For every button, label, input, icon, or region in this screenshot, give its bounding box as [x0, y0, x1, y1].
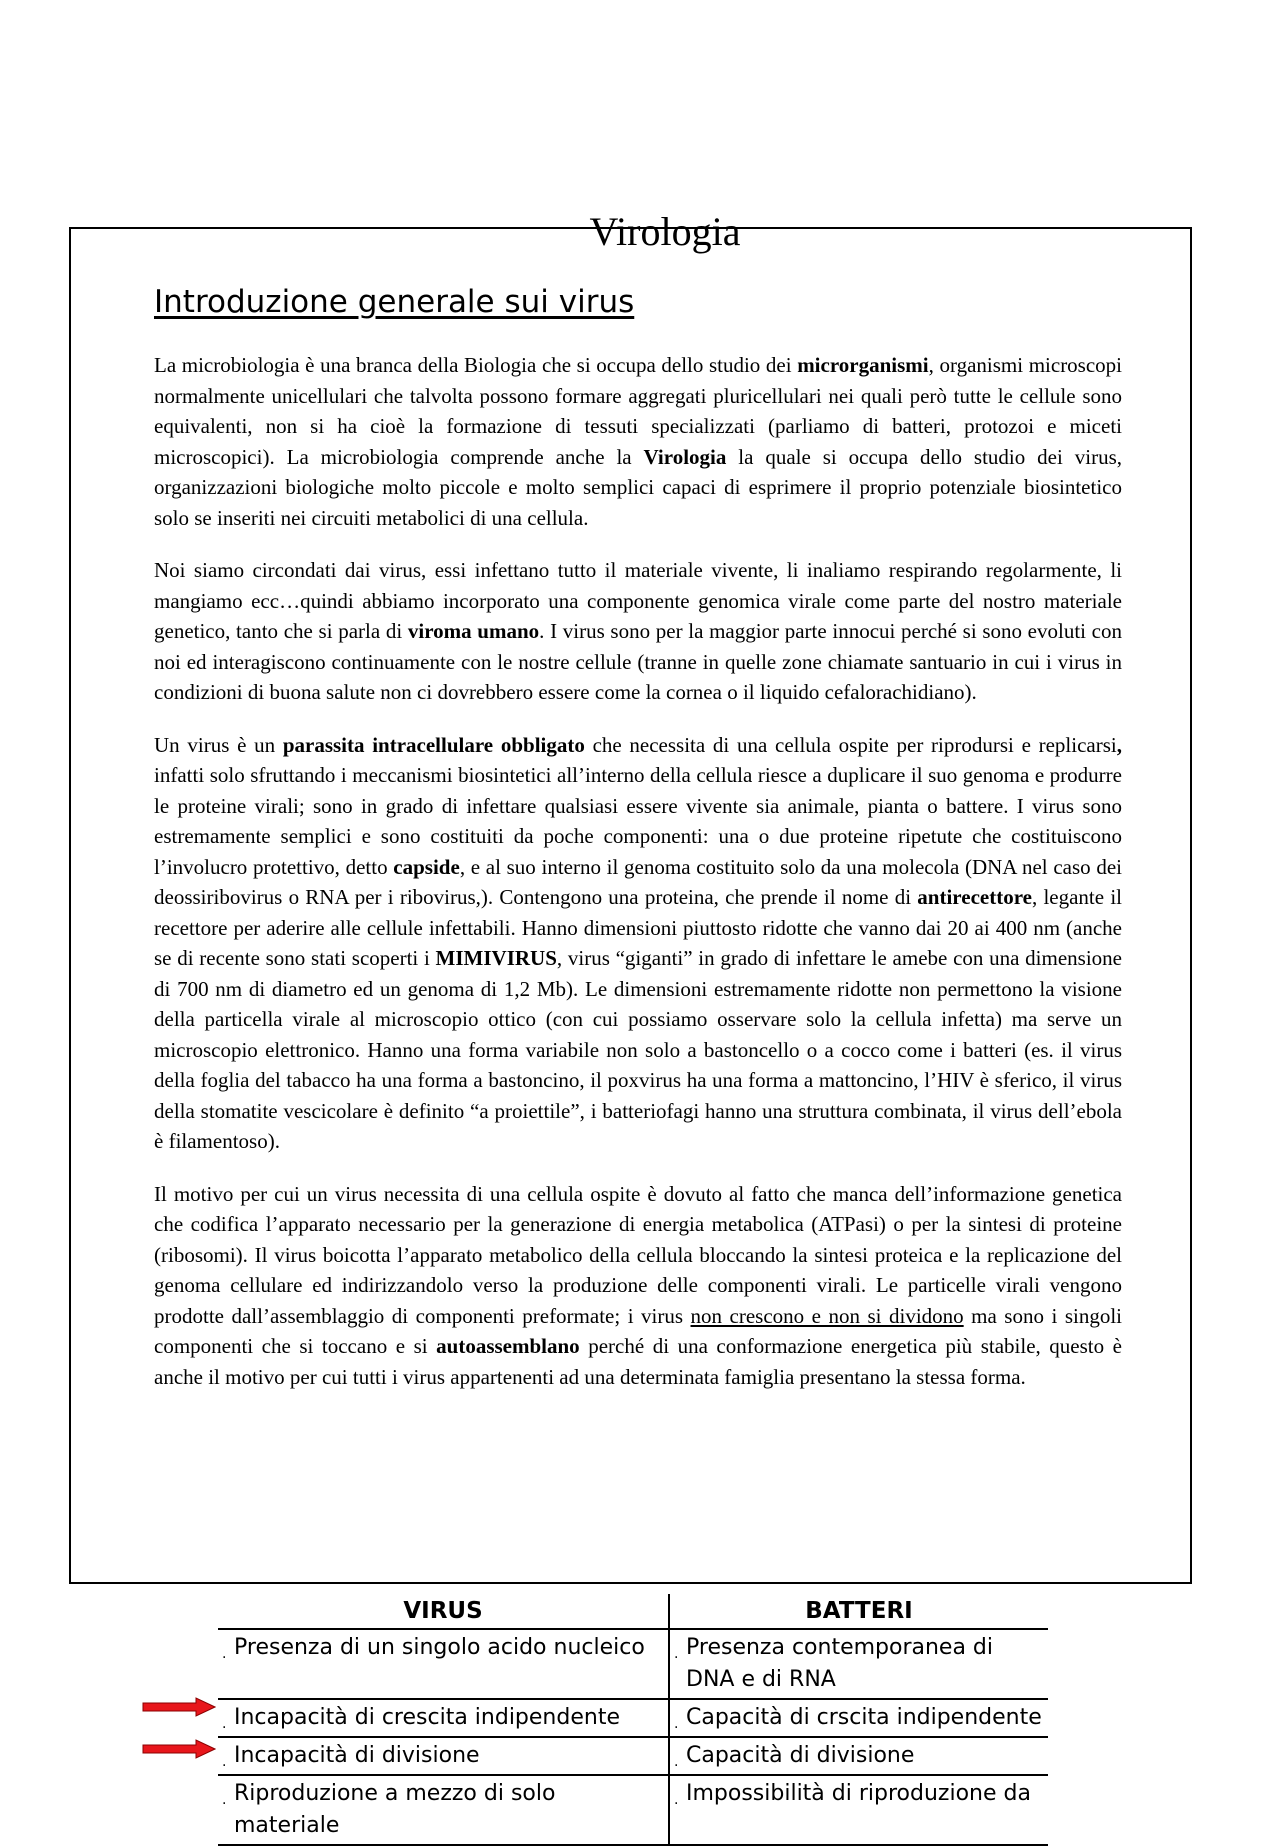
comparison-table	[218, 1594, 1048, 1846]
table-cell: . Incapacità di divisione	[218, 1737, 669, 1775]
text-run: che necessita di una cellula ospite per riprodursi e replicarsi	[584, 732, 1117, 757]
text-run: Il motivo per cui un virus necessita di una cellula ospite è dovuto al fatto che manca dell’informazione genetica che codifica l’apparato necessario per la generazione di energia metabolica (ATPasi) o per la sintesi di proteine (ribosomi). Il virus boicotta l’apparato metabolico della cellula bloccando la sintesi proteica e la replicazione del genoma cellulare ed indirizzandolo verso la produzione delle componenti virali. Le particelle virali vengono prodotte dall’assemblaggio di componenti preformate; i virus	[154, 1181, 1122, 1328]
bold-term: MIMIVIRUS	[435, 946, 557, 970]
table-row	[218, 1775, 1048, 1845]
text-run: , e al suo interno il genoma costituito solo da una molecola (DNA nel caso dei deossiribovirus o RNA per i ribovirus,). Contengono una proteina, che prende il nome di	[154, 854, 1123, 909]
table-row	[218, 1629, 1048, 1699]
right-arrow-icon	[142, 1697, 216, 1717]
column-header-virus: VIRUS	[218, 1594, 669, 1629]
text-run: perché di una conformazione energetica più stabile, questo è anche il motivo per cui tutti i virus appartenenti ad una determinata famiglia presentano la stessa forma.	[154, 1334, 1122, 1389]
table-cell: . Impossibilità di riproduzione da	[669, 1775, 1048, 1845]
text-run: , organismi microscopi normalmente unicellulari che talvolta possono formare aggregati pluricellulari nei quali però tutte le cellule sono equivalenti, non si ha cioè la formazione di tessuti specializzati (parliamo di batteri, protozoi e miceti microscopici). La microbiologia comprende anche la	[154, 353, 1123, 469]
text-run: , legante il recettore per aderire alle cellule infettabili. Hanno dimensioni piuttosto ridotte che vanno dai 20 ai 400 nm (anche se di recente sono stati scoperti i	[154, 885, 1122, 970]
text-run: la quale si occupa dello studio dei virus, organizzazioni biologiche molto piccole e molto semplici capaci di esprimere il proprio potenziale biosintetico solo se inseriti nei circuiti metabolici di una cellula.	[154, 444, 1122, 530]
document-title: Virologia	[589, 209, 741, 254]
bold-term: ,	[1116, 732, 1122, 757]
text-run: ma sono i singoli componenti che si toccano e si	[154, 1303, 1122, 1358]
underlined-phrase: non crescono e non si dividono	[690, 1303, 964, 1328]
section-heading: Introduzione generale sui virus	[154, 284, 635, 320]
paragraph-1	[154, 350, 1122, 533]
table-cell: . Incapacità di crescita indipendente	[218, 1699, 669, 1737]
bold-term: antirecettore	[917, 885, 1032, 909]
bold-term: microrganismi	[797, 353, 929, 377]
column-header-batteri: BATTERI	[669, 1594, 1048, 1629]
bold-term: autoassemblano	[436, 1334, 580, 1358]
text-run: Noi siamo circondati dai virus, essi infettano tutto il materiale vivente, li inaliamo respirando regolarmente, li mangiamo ecc…quindi abbiamo incorporato una componente genomica virale come parte del nostro materiale genetico, tanto che si parla di	[154, 558, 1122, 643]
table-row	[218, 1699, 1048, 1737]
right-arrow-icon	[142, 1739, 216, 1759]
table-cell: . Capacità di crscita indipendente	[669, 1699, 1048, 1737]
bold-term: capside	[393, 854, 460, 879]
text-run: La microbiologia è una branca della Biologia che si occupa dello studio dei	[154, 353, 798, 377]
bold-term: Virologia	[643, 444, 727, 469]
table-row	[218, 1737, 1048, 1775]
text-run: infatti solo sfruttando i meccanismi biosintetici all’interno della cellula riesce a duplicare il suo genoma e produrre le proteine virali; sono in grado di infettare qualsiasi essere vivente sia animale, pianta o battere. I virus sono estremamente semplici e sono costituiti da poche componenti: una o due proteine ripetute che costituiscono l’involucro protettivo, detto	[154, 763, 1122, 879]
text-run: . I virus sono per la maggior parte innocui perché si sono evoluti con noi ed interagiscono continuamente con le nostre cellule (tranne in quelle zone chiamate santuario in cui i virus in condizioni di buona salute non ci dovrebbero essere come la cornea o il liquido cefalorachidiano).	[154, 619, 1122, 704]
body-text	[154, 350, 1122, 1392]
table-cell: . Presenza contemporanea di DNA e di RNA	[669, 1629, 1048, 1699]
text-run: , virus “giganti” in grado di infettare le amebe con una dimensione di 700 nm di diametro ed un genoma di 1,2 Mb). Le dimensioni estremamente ridotte non permettono la visione della particella virale al microscopio ottico (con cui possiamo osservare solo la cellula infetta) ma serve un microscopio elettronico. Hanno una forma variabile non solo a bastoncello o a cocco come i batteri (es. il virus della foglia del tabacco ha una forma a bastoncino, il poxvirus ha una forma a mattoncino, l’HIV è sferico, il virus della stomatite vescicolare è definito “a proiettile”, i batteriofagi hanno una struttura combinata, il virus dell’ebola è filamentoso).	[154, 946, 1123, 1153]
paragraph-2	[154, 555, 1122, 708]
paragraph-3	[154, 730, 1122, 1157]
table-cell: . Capacità di divisione	[669, 1737, 1048, 1775]
table-cell: . Riproduzione a mezzo di solo materiale	[218, 1775, 669, 1845]
paragraph-4	[154, 1179, 1122, 1393]
table-cell: . Presenza di un singolo acido nucleico	[218, 1629, 669, 1699]
table-header-row	[218, 1594, 1048, 1629]
bold-term: viroma umano	[407, 619, 540, 643]
text-run: Un virus è un	[154, 732, 283, 757]
bold-term: parassita intracellulare obbligato	[282, 732, 585, 757]
